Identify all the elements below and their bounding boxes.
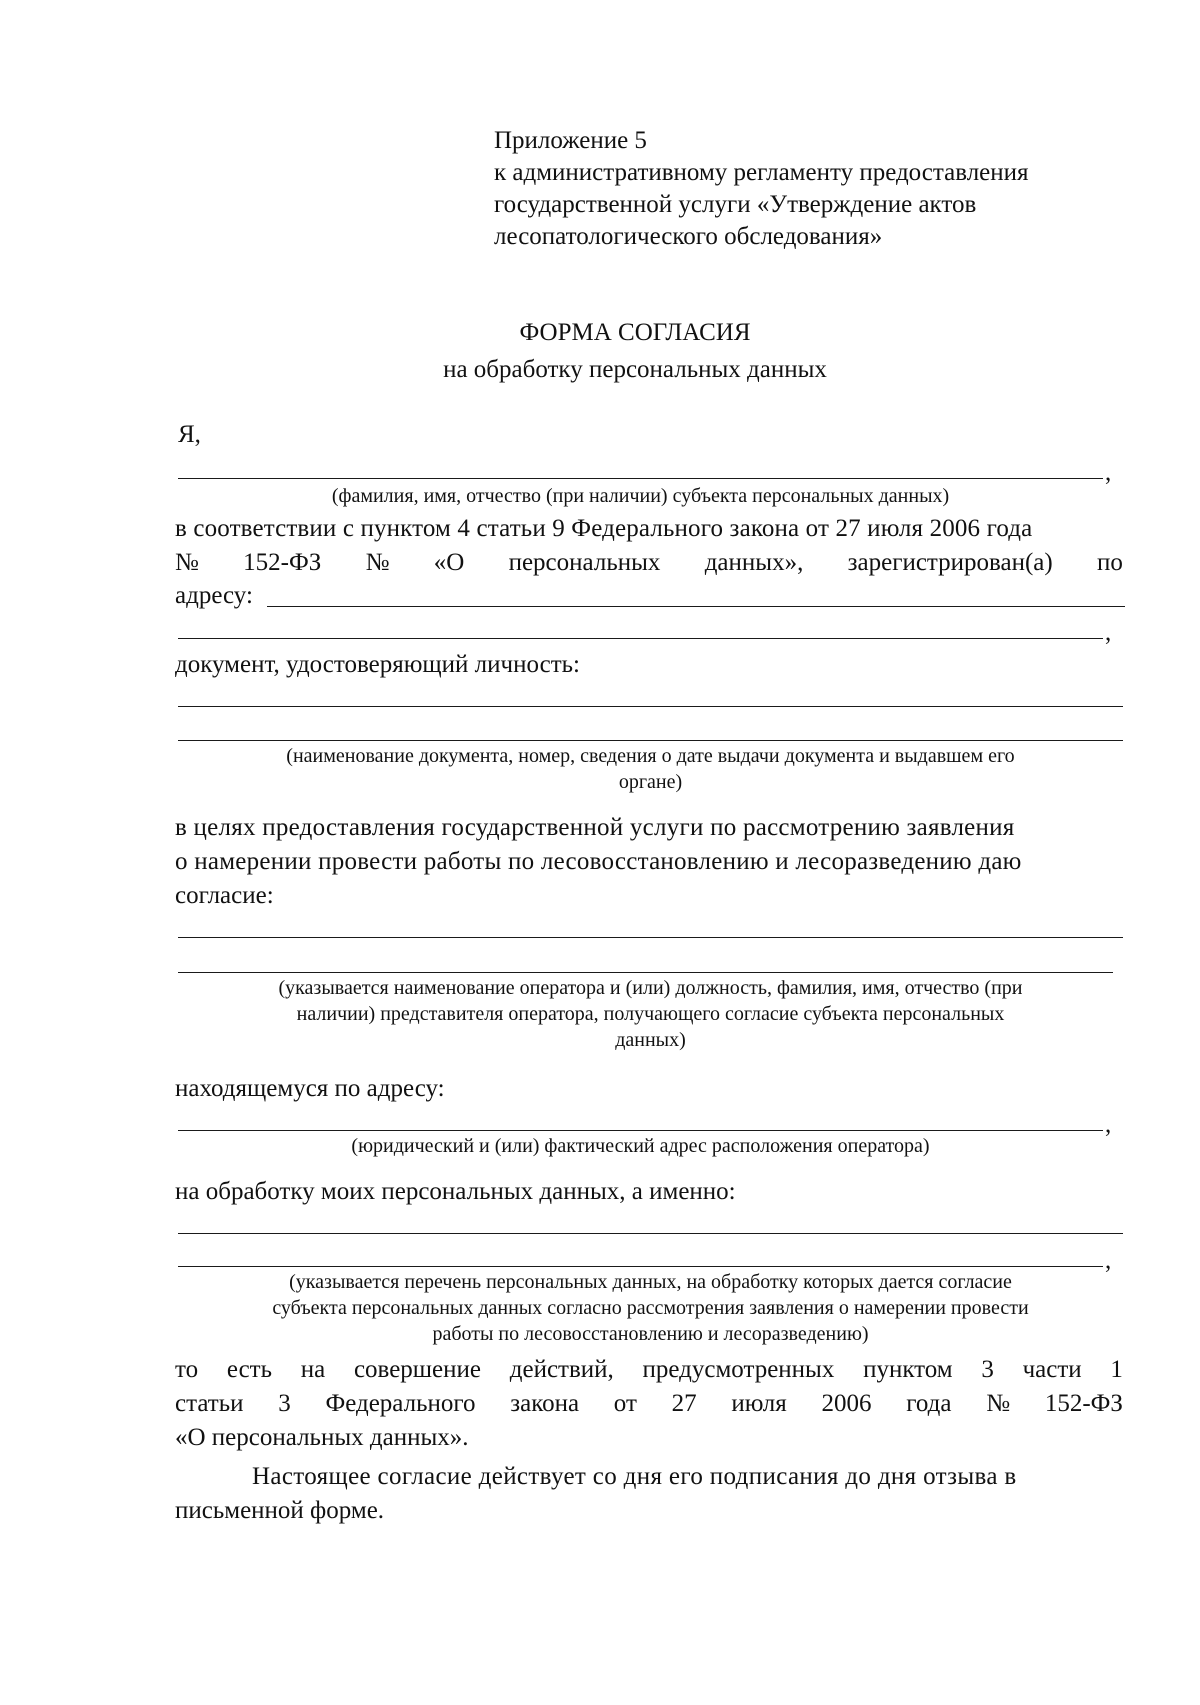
fio-comma: , (1105, 459, 1112, 486)
actions-line-2-word: 27 (671, 1390, 697, 1417)
law-line-2-word: 152-ФЗ (243, 549, 322, 576)
law-line-2-word: зарегистрирован(а) (847, 549, 1053, 576)
form-title: ФОРМА СОГЛАСИЯ (519, 319, 751, 346)
form-subtitle: на обработку персональных данных (443, 356, 827, 383)
operator-input-line-1[interactable] (178, 937, 1123, 938)
validity-line-2: письменной форме. (175, 1497, 385, 1524)
actions-line-2-word: статьи (175, 1390, 244, 1417)
purpose-line-3: согласие: (175, 882, 274, 909)
actions-line-2-word: 152-ФЗ (1044, 1390, 1123, 1417)
appendix-line-3: государственной услуги «Утверждение актов (494, 191, 977, 218)
appendix-line-1: Приложение 5 (494, 127, 647, 154)
id-doc-caption-1: (наименование документа, номер, сведения о дате выдачи документа и выдавшем его (286, 745, 1015, 767)
address-label: адресу: (175, 582, 253, 609)
ya-label: Я, (178, 421, 201, 448)
actions-line-1-word: пунктом (863, 1356, 953, 1383)
id-doc-caption-2: органе) (618, 771, 683, 793)
fio-caption: (фамилия, имя, отчество (при наличии) субъекта персональных данных) (331, 485, 950, 507)
pd-input-line-2[interactable] (178, 1266, 1103, 1267)
actions-line-1-word: то (175, 1356, 199, 1383)
appendix-line-4: лесопатологического обследования» (494, 223, 883, 250)
law-line-2-word: № (175, 549, 199, 576)
operator-input-line-2[interactable] (178, 972, 1113, 973)
pd-input-line-1[interactable] (178, 1233, 1123, 1234)
actions-line-1-word: есть (226, 1356, 272, 1383)
actions-line-1-word: действий, (509, 1356, 614, 1383)
actions-line-2-word: закона (510, 1390, 580, 1417)
actions-line-2-word: Федерального (325, 1390, 476, 1417)
located-label: находящемуся по адресу: (175, 1075, 445, 1102)
address-comma: , (1105, 619, 1112, 646)
operator-caption-3: данных) (615, 1029, 686, 1051)
actions-line-1-word: части (1022, 1356, 1082, 1383)
actions-line-1 (175, 1357, 1123, 1382)
law-line-2-word: данных», (704, 549, 804, 576)
purpose-line-1: в целях предоставления государственной услуги по рассмотрению заявления (175, 814, 1015, 841)
actions-line-2-word: № (986, 1390, 1011, 1417)
operator-caption-2: наличии) представителя оператора, получающего согласие субъекта персональных (296, 1003, 1005, 1025)
operator-address-caption: (юридический и (или) фактический адрес расположения оператора) (351, 1135, 930, 1157)
id-doc-label: документ, удостоверяющий личность: (175, 651, 580, 678)
fio-input-line[interactable] (178, 478, 1103, 479)
actions-line-2-word: 2006 (821, 1390, 872, 1417)
actions-line-1-word: совершение (353, 1356, 482, 1383)
pd-caption-1: (указывается перечень персональных данных, на обработку которых дается согласие (289, 1271, 1012, 1293)
address-input-line-1[interactable] (267, 606, 1125, 607)
operator-caption-1: (указывается наименование оператора и (или) должность, фамилия, имя, отчество (при (278, 977, 1023, 999)
address-input-line-2[interactable] (178, 638, 1103, 639)
appendix-line-2: к административному регламенту предоставления (494, 159, 1029, 186)
law-line-1: в соответствии с пунктом 4 статьи 9 Федерального закона от 27 июля 2006 года (175, 515, 1033, 542)
actions-line-2-word: июля (731, 1390, 787, 1417)
pd-caption-3: работы по лесовосстановлению и лесоразведению) (432, 1323, 869, 1345)
actions-line-2 (175, 1391, 1123, 1416)
processing-label: на обработку моих персональных данных, а именно: (175, 1178, 736, 1205)
law-line-2-word: «О (433, 549, 465, 576)
law-line-2-word: персональных (508, 549, 661, 576)
id-doc-input-line-1[interactable] (178, 706, 1123, 707)
actions-line-1-word: на (300, 1356, 326, 1383)
pd-caption-2: субъекта персональных данных согласно рассмотрения заявления о намерении провести (272, 1297, 1029, 1319)
operator-address-input-line[interactable] (178, 1130, 1103, 1131)
law-line-2 (175, 550, 1123, 575)
actions-line-3: «О персональных данных». (175, 1424, 469, 1451)
validity-line-1: Настоящее согласие действует со дня его подписания до дня отзыва в (252, 1463, 1017, 1490)
actions-line-2-word: 3 (278, 1390, 291, 1417)
law-line-2-word: по (1097, 549, 1123, 576)
actions-line-2-word: от (613, 1390, 637, 1417)
id-doc-input-line-2[interactable] (178, 740, 1123, 741)
actions-line-2-word: года (906, 1390, 952, 1417)
actions-line-1-word: 1 (1110, 1356, 1123, 1383)
law-line-2-word: № (365, 549, 390, 576)
purpose-line-2: о намерении провести работы по лесовосстановлению и лесоразведению даю (175, 848, 1022, 875)
actions-line-1-word: 3 (981, 1356, 994, 1383)
pd-comma: , (1105, 1247, 1112, 1274)
actions-line-1-word: предусмотренных (642, 1356, 835, 1383)
operator-address-comma: , (1105, 1111, 1112, 1138)
